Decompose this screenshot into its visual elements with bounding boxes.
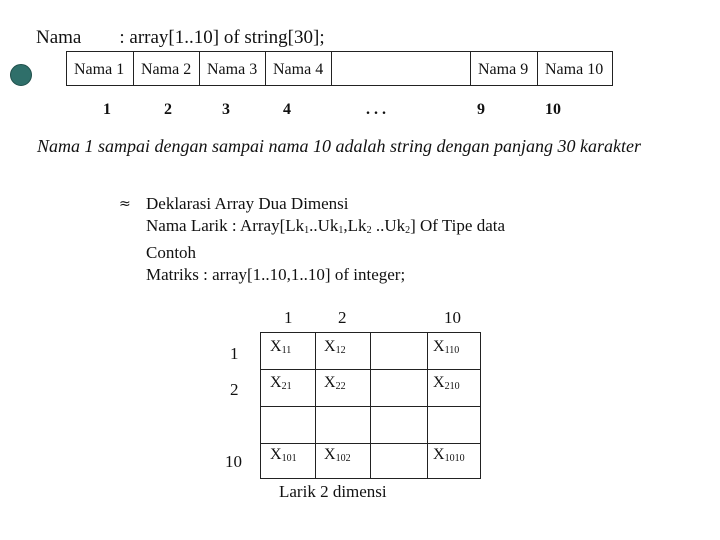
array-index-ellipsis: . . .: [366, 101, 386, 118]
matrix-cell: $X_{22}$: [324, 374, 346, 392]
array-cell-ellipsis: [332, 52, 471, 85]
matrix-cell: $X_{1010}$: [433, 446, 465, 464]
array-cell: Nama 1: [67, 52, 134, 85]
array-cell: Nama 9: [471, 52, 538, 85]
matrix-col-header: 2: [338, 308, 347, 327]
matrix-divider: [261, 406, 480, 407]
approx-bullet-icon: ≈: [119, 196, 131, 212]
matrix-cell: $X_{210}$: [433, 374, 460, 392]
declaration-syntax: Nama Larik : $Array[Lk_1..Uk_1,Lk_2$ $..Uk_2$] Of Tipe data: [146, 216, 506, 236]
matrix-divider: [261, 369, 480, 370]
matrix-cell: $X_{11}$: [270, 338, 292, 356]
matrix-cell: $X_{101}$: [270, 446, 297, 464]
matrix-row-header: 2: [230, 380, 239, 399]
title-label: Nama: [36, 27, 82, 48]
array-index: 3: [222, 101, 230, 118]
array-index: 1: [103, 101, 111, 118]
matrix-cell: $X_{12}$: [324, 338, 346, 356]
one-dimension-array: [66, 51, 613, 86]
array-note: Nama 1 sampai dengan sampai nama 10 adalah string dengan panjang 30 karakter: [37, 136, 641, 156]
matrix-caption: Larik 2 dimensi: [279, 482, 387, 501]
example-declaration: Matriks : array[1..10,1..10] of integer;: [146, 265, 406, 284]
matrix-cell: $X_{110}$: [433, 338, 460, 356]
matrix-col-header: 10: [444, 308, 461, 327]
array-index: 9: [477, 101, 485, 118]
matrix-cell: $X_{21}$: [270, 374, 292, 392]
title-declaration: : array[1..10] of string[30];: [119, 27, 325, 48]
two-dimension-matrix: [260, 332, 481, 479]
array-index: 10: [545, 101, 561, 118]
array-cell: Nama 4: [266, 52, 332, 85]
matrix-row-header: 10: [225, 452, 242, 471]
matrix-row-header: 1: [230, 344, 239, 363]
array-cell: Nama 2: [134, 52, 200, 85]
two-dimension-declaration: [119, 193, 505, 286]
array-declaration-title: [36, 27, 325, 49]
matrix-divider: [261, 443, 480, 444]
array-index: 4: [283, 101, 291, 118]
array-cell: Nama 3: [200, 52, 266, 85]
declaration-heading: Deklarasi Array Dua Dimensi: [146, 194, 349, 213]
matrix-cell: $X_{102}$: [324, 446, 351, 464]
array-cell: Nama 10: [545, 61, 604, 78]
array-index: 2: [164, 101, 172, 118]
example-label: Contoh: [146, 243, 197, 262]
matrix-col-header: 1: [284, 308, 293, 327]
slide-bullet-dot: [10, 64, 32, 86]
